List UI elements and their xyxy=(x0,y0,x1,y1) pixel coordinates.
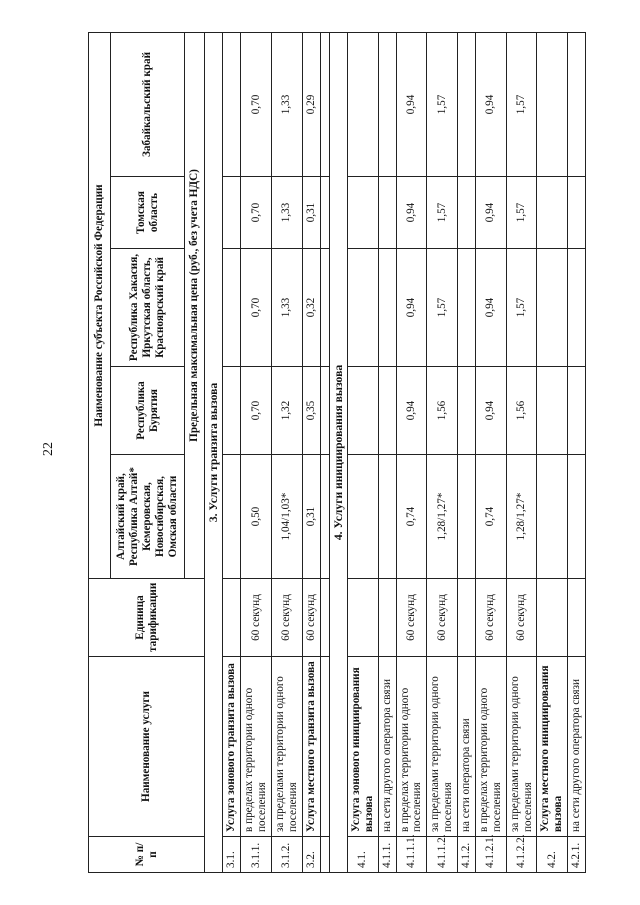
row-value-region-5 xyxy=(568,32,586,176)
row-value-region-1 xyxy=(537,455,568,579)
header-region-4: Томская область xyxy=(111,177,185,249)
table-row xyxy=(506,32,537,872)
row-unit: 60 секунд xyxy=(271,579,302,657)
header-region-2: Республика Бурятия xyxy=(111,367,185,455)
row-unit: 60 секунд xyxy=(475,579,506,657)
spacer-cell xyxy=(320,32,329,176)
row-value-region-3 xyxy=(537,249,568,367)
row-value-region-3: 1,57 xyxy=(427,249,458,367)
row-unit: 60 секунд xyxy=(427,579,458,657)
row-value-region-3: 0,70 xyxy=(241,249,272,367)
row-num: 3.1. xyxy=(223,837,241,873)
row-value-region-4: 1,33 xyxy=(271,177,302,249)
row-unit: 60 секунд xyxy=(302,579,320,657)
section-header xyxy=(329,32,347,872)
header-region-1: Алтайский край, Республика Алтай* Кемеровская, Новосибирская, Омская области xyxy=(111,455,185,579)
table-row xyxy=(427,32,458,872)
row-value-region-2: 0,94 xyxy=(396,367,427,455)
table-row xyxy=(223,32,241,872)
row-value-region-2: 0,35 xyxy=(302,367,320,455)
section-title: 3. Услуги транзита вызова xyxy=(205,32,223,872)
row-value-region-1: 0,74 xyxy=(396,455,427,579)
row-value-region-5 xyxy=(537,32,568,176)
spacer-cell xyxy=(320,837,329,873)
row-service: на сети другого оператора связи xyxy=(568,657,586,837)
table-row xyxy=(378,32,396,872)
row-value-region-1: 1,04/1,03* xyxy=(271,455,302,579)
row-value-region-1: 0,50 xyxy=(241,455,272,579)
row-value-region-3: 0,32 xyxy=(302,249,320,367)
row-value-region-5 xyxy=(378,32,396,176)
row-unit xyxy=(347,579,378,657)
row-value-region-4 xyxy=(378,177,396,249)
row-unit: 60 секунд xyxy=(396,579,427,657)
row-num: 4.1.2.2. xyxy=(506,837,537,873)
section-spacer xyxy=(320,32,329,872)
row-value-region-3: 1,57 xyxy=(506,249,537,367)
row-num: 4.1. xyxy=(347,837,378,873)
row-value-region-4: 0,94 xyxy=(475,177,506,249)
row-value-region-3: 0,94 xyxy=(396,249,427,367)
header-price-note: Предельная максимальная цена (руб., без учета НДС) xyxy=(185,32,205,578)
table-row xyxy=(568,32,586,872)
row-value-region-2 xyxy=(537,367,568,455)
row-value-region-1: 1,28/1,27* xyxy=(506,455,537,579)
row-value-region-2 xyxy=(223,367,241,455)
header-unit: Единица тарификации xyxy=(89,579,205,657)
row-value-region-5: 1,33 xyxy=(271,32,302,176)
row-value-region-3 xyxy=(568,249,586,367)
row-service: за пределами территории одного поселения xyxy=(506,657,537,837)
row-value-region-3 xyxy=(347,249,378,367)
row-service: за пределами территории одного поселения xyxy=(427,657,458,837)
row-unit xyxy=(568,579,586,657)
row-value-region-2 xyxy=(458,367,476,455)
header-region-5: Забайкальский край xyxy=(111,32,185,176)
table-row xyxy=(271,32,302,872)
row-service: Услуга зонового транзита вызова xyxy=(223,657,241,837)
table-body xyxy=(205,32,586,872)
row-value-region-1 xyxy=(223,455,241,579)
row-value-region-1 xyxy=(347,455,378,579)
row-value-region-4 xyxy=(537,177,568,249)
row-value-region-2: 1,56 xyxy=(427,367,458,455)
row-unit xyxy=(537,579,568,657)
row-value-region-4 xyxy=(347,177,378,249)
spacer-cell xyxy=(320,579,329,657)
row-value-region-4 xyxy=(458,177,476,249)
row-value-region-2: 1,56 xyxy=(506,367,537,455)
row-service: на сети другого оператора связи xyxy=(378,657,396,837)
row-service: в пределах территории одного поселения xyxy=(475,657,506,837)
row-num: 4.1.2.1. xyxy=(475,837,506,873)
row-num: 4.1.1.2. xyxy=(427,837,458,873)
rotated-table-container xyxy=(88,33,583,873)
header-region-3: Республика Хакасия, Иркутская область, Красноярский край xyxy=(111,249,185,367)
row-value-region-1: 0,74 xyxy=(475,455,506,579)
row-num: 4.1.1. xyxy=(378,837,396,873)
table-row xyxy=(302,32,320,872)
row-value-region-1 xyxy=(458,455,476,579)
row-value-region-2: 0,94 xyxy=(475,367,506,455)
spacer-cell xyxy=(320,177,329,249)
row-value-region-3: 0,94 xyxy=(475,249,506,367)
row-num: 4.2. xyxy=(537,837,568,873)
row-value-region-4: 1,57 xyxy=(506,177,537,249)
spacer-cell xyxy=(320,367,329,455)
section-title: 4. Услуги инициирования вызова xyxy=(329,32,347,872)
row-value-region-2: 0,70 xyxy=(241,367,272,455)
row-value-region-4 xyxy=(568,177,586,249)
row-unit xyxy=(458,579,476,657)
row-value-region-4: 0,70 xyxy=(241,177,272,249)
row-value-region-5: 0,94 xyxy=(396,32,427,176)
table-row xyxy=(347,32,378,872)
row-value-region-4: 0,94 xyxy=(396,177,427,249)
table-row xyxy=(475,32,506,872)
row-value-region-1: 1,28/1,27* xyxy=(427,455,458,579)
page-number: 22 xyxy=(41,442,56,456)
row-num: 3.1.2. xyxy=(271,837,302,873)
row-value-region-5: 0,94 xyxy=(475,32,506,176)
row-service: Услуга местного инициирования вызова xyxy=(537,657,568,837)
row-value-region-3 xyxy=(378,249,396,367)
row-value-region-5 xyxy=(458,32,476,176)
table-row xyxy=(537,32,568,872)
header-num: № п/п xyxy=(89,837,205,873)
row-value-region-2 xyxy=(568,367,586,455)
row-value-region-4 xyxy=(223,177,241,249)
row-value-region-4: 1,57 xyxy=(427,177,458,249)
row-value-region-5: 0,70 xyxy=(241,32,272,176)
row-value-region-5: 1,57 xyxy=(427,32,458,176)
row-value-region-5: 1,57 xyxy=(506,32,537,176)
row-value-region-2 xyxy=(347,367,378,455)
row-value-region-5: 0,29 xyxy=(302,32,320,176)
table-row xyxy=(396,32,427,872)
row-value-region-3 xyxy=(223,249,241,367)
header-region-group: Наименование субъекта Российской Федерации xyxy=(89,32,111,578)
row-value-region-3 xyxy=(458,249,476,367)
row-unit: 60 секунд xyxy=(506,579,537,657)
table-row xyxy=(241,32,272,872)
row-service: на сети оператора связи xyxy=(458,657,476,837)
row-value-region-5 xyxy=(223,32,241,176)
row-num: 4.1.1.1. xyxy=(396,837,427,873)
row-service: за пределами территории одного поселения xyxy=(271,657,302,837)
row-service: в пределах территории одного поселения xyxy=(396,657,427,837)
spacer-cell xyxy=(320,657,329,837)
row-value-region-2: 1,32 xyxy=(271,367,302,455)
table-row xyxy=(458,32,476,872)
tariff-table xyxy=(88,32,586,873)
row-service: Услуга зонового инициирования вызова xyxy=(347,657,378,837)
section-header xyxy=(205,32,223,872)
row-value-region-1 xyxy=(378,455,396,579)
spacer-cell xyxy=(320,249,329,367)
row-unit: 60 секунд xyxy=(241,579,272,657)
row-value-region-5 xyxy=(347,32,378,176)
row-unit xyxy=(223,579,241,657)
row-num: 4.2.1. xyxy=(568,837,586,873)
row-value-region-4: 0,31 xyxy=(302,177,320,249)
row-service: в пределах территории одного поселения xyxy=(241,657,272,837)
row-value-region-2 xyxy=(378,367,396,455)
row-num: 4.1.2. xyxy=(458,837,476,873)
row-num: 3.1.1. xyxy=(241,837,272,873)
row-num: 3.2. xyxy=(302,837,320,873)
row-value-region-3: 1,33 xyxy=(271,249,302,367)
row-unit xyxy=(378,579,396,657)
spacer-cell xyxy=(320,455,329,579)
header-service: Наименование услуги xyxy=(89,657,205,837)
row-service: Услуга местного транзита вызова xyxy=(302,657,320,837)
row-value-region-1: 0,31 xyxy=(302,455,320,579)
row-value-region-1 xyxy=(568,455,586,579)
